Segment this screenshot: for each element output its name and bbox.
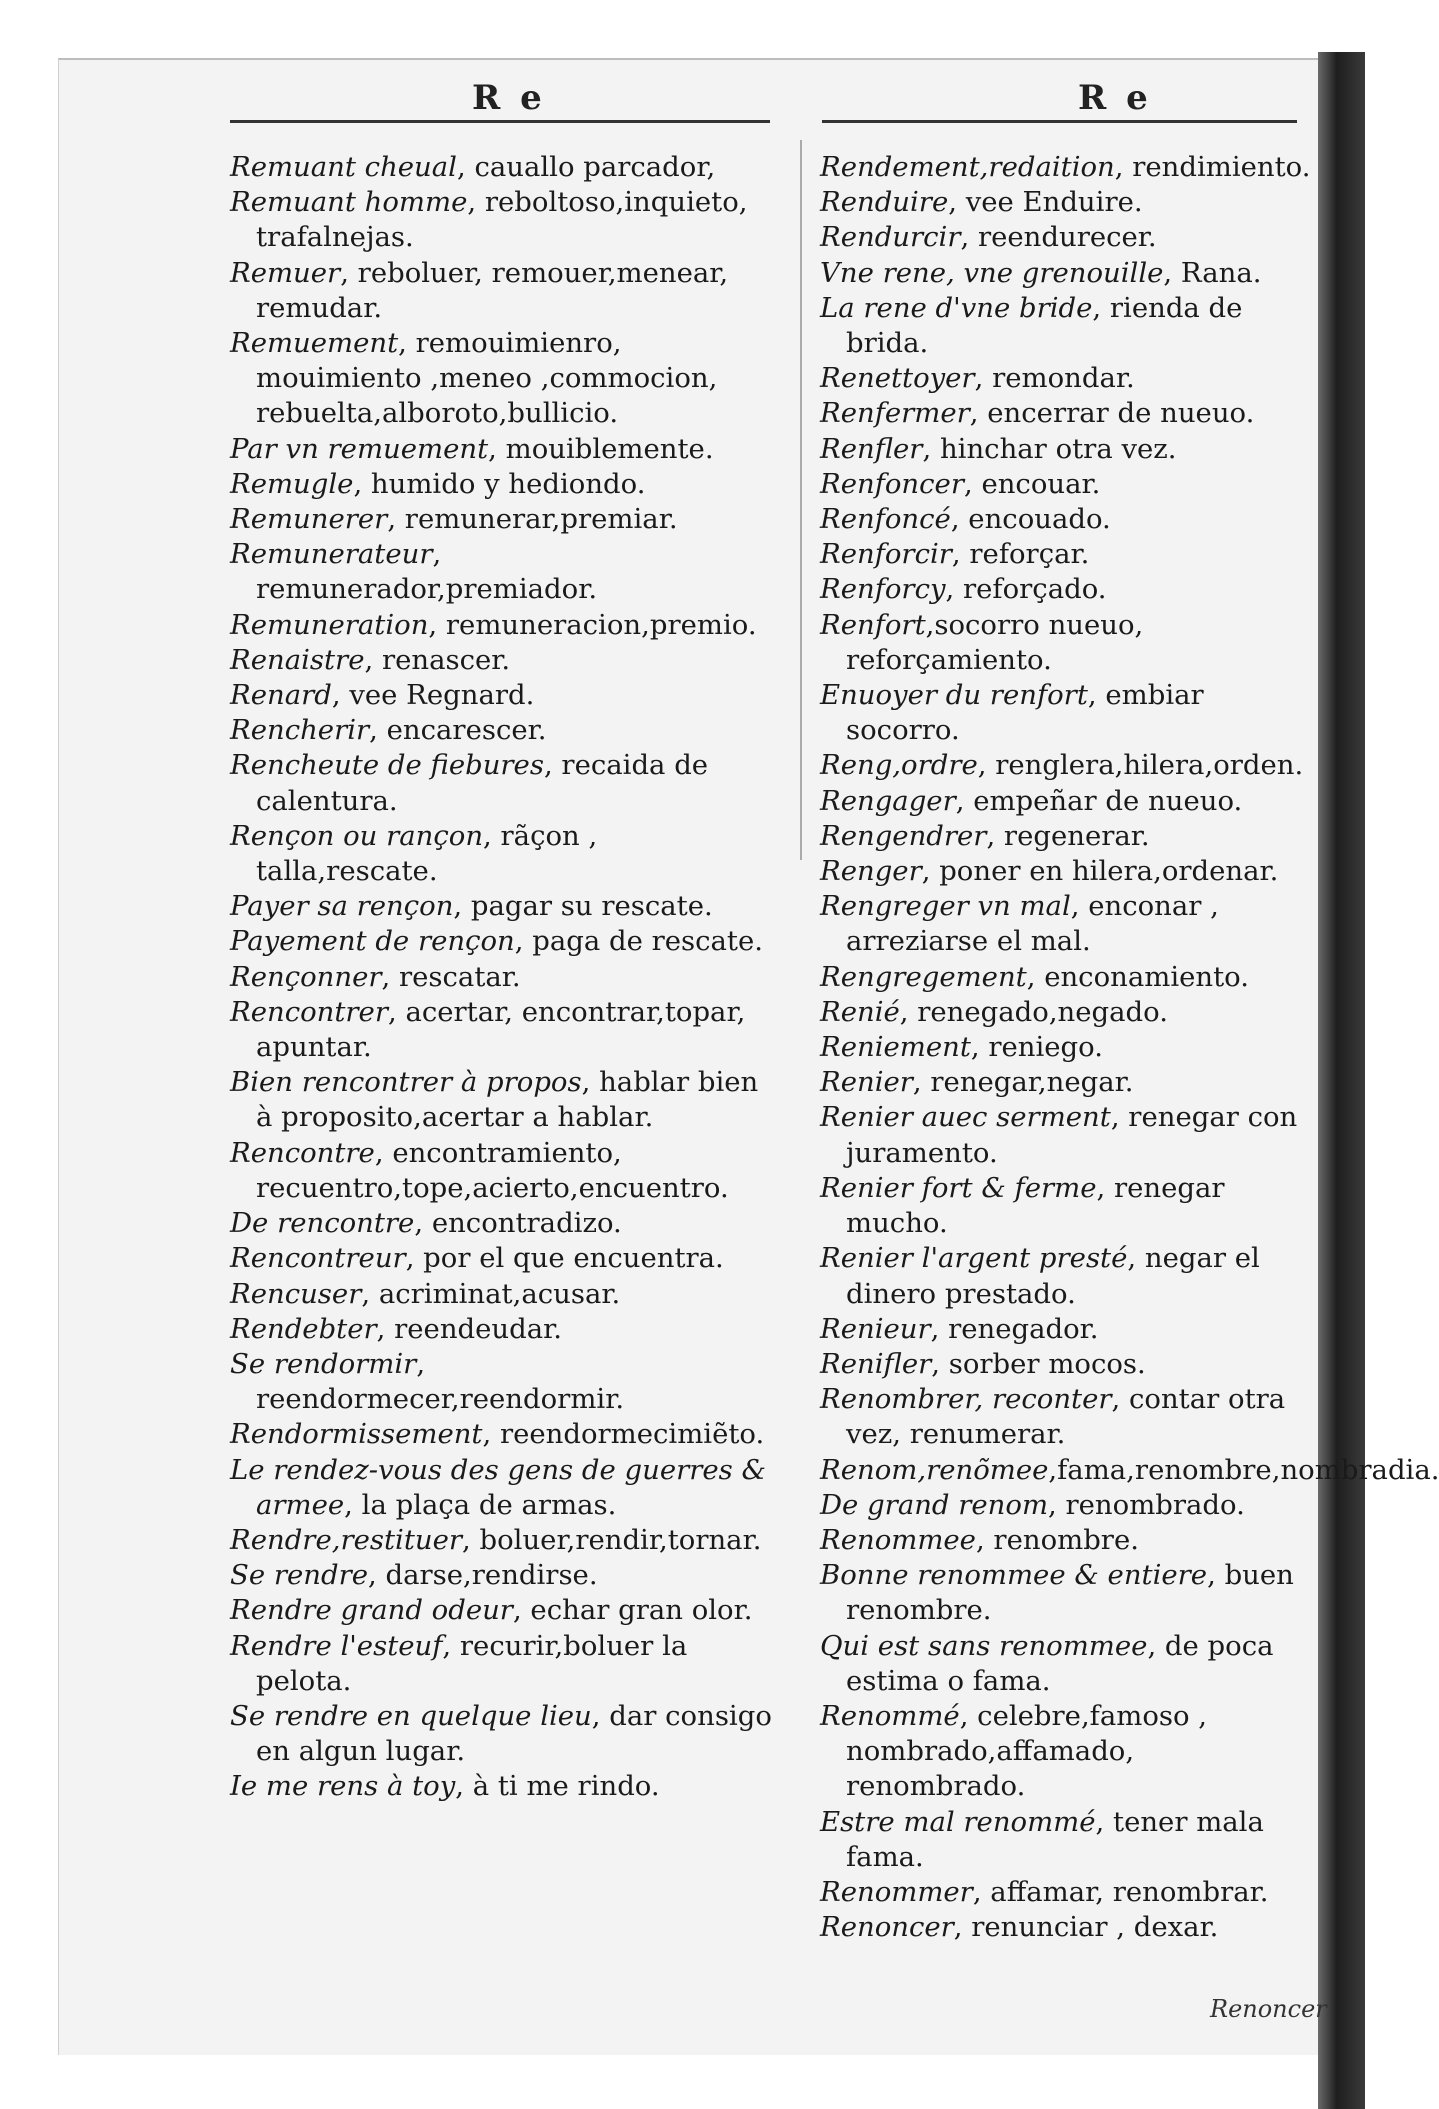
entry-headword: Rendre,restituer [230, 1523, 463, 1556]
dictionary-entry [820, 467, 1312, 502]
entry-headword: Renom,renõmee [820, 1453, 1049, 1486]
entry-translation: , negar el dinero prestado. [846, 1242, 1260, 1310]
dictionary-entry [230, 502, 775, 537]
entry-headword: Se rendre [230, 1559, 369, 1592]
dictionary-entry [820, 1382, 1312, 1452]
entry-translation: , encarescer. [369, 714, 547, 747]
dictionary-entry [820, 748, 1312, 783]
entry-translation: , renegar con juramento. [846, 1101, 1298, 1169]
entry-translation: , empeñar de nueuo. [955, 784, 1243, 817]
entry-headword: Bien rencontrer à propos [230, 1066, 582, 1099]
entry-translation: , reboltoso,inquieto, trafalnejas. [256, 186, 748, 254]
dictionary-entry [820, 889, 1312, 959]
dictionary-entry [230, 1277, 775, 1312]
dictionary-entry [820, 1453, 1439, 1488]
entry-headword: Renifler [820, 1347, 932, 1380]
entry-headword: Qui est sans renommee [820, 1629, 1148, 1662]
entry-headword: Remuant cheual [230, 151, 457, 183]
dictionary-entry [820, 1241, 1312, 1311]
dictionary-entry [820, 361, 1312, 396]
entry-headword: Renforcir [820, 538, 952, 571]
entry-headword: Rendebter [230, 1312, 377, 1345]
entry-translation: , reendurecer. [960, 221, 1157, 254]
page-edge-shadow [1318, 52, 1365, 2109]
dictionary-entry [820, 502, 1312, 537]
entry-headword: Renettoyer [820, 362, 975, 395]
dictionary-entry [230, 256, 775, 326]
entry-headword: Renier fort & ferme [820, 1171, 1097, 1204]
entry-translation: , renascer. [364, 643, 511, 676]
entry-headword: Rengendrer [820, 819, 987, 852]
entry-headword: Renforcy [820, 573, 946, 606]
dictionary-entry [230, 608, 775, 643]
dictionary-entry [230, 960, 775, 995]
entry-translation: , reendeudar. [376, 1312, 562, 1345]
dictionary-entry [230, 819, 775, 889]
dictionary-entry [230, 326, 775, 432]
dictionary-entry [230, 1523, 775, 1558]
entry-headword: La rene d'vne bride [820, 291, 1093, 324]
entry-translation: , renegar mucho. [846, 1171, 1225, 1240]
entry-headword: Rencuser [230, 1277, 362, 1310]
entry-headword: Renier l'argent presté [820, 1242, 1128, 1275]
dictionary-entry [820, 1347, 1312, 1382]
left-column [230, 150, 775, 1805]
entry-translation: , remunerador,premiador. [256, 538, 598, 606]
entry-translation: , boluer,rendir,tornar. [462, 1523, 762, 1556]
entry-translation: , Rana. [1163, 256, 1262, 289]
entry-translation: , pagar su rescate. [453, 890, 713, 923]
entry-translation: , contar otra vez, renumerar. [846, 1383, 1286, 1451]
entry-translation: , darse,rendirse. [368, 1559, 598, 1592]
entry-translation: , paga de rescate. [514, 925, 763, 958]
entry-translation: , tener mala fama. [846, 1805, 1264, 1873]
dictionary-entry [230, 748, 775, 818]
entry-headword: Vne rene, vne grenouille [820, 256, 1164, 289]
entry-headword: Remugle [230, 467, 354, 500]
entry-translation: , buen renombre. [846, 1559, 1294, 1627]
dictionary-entry [230, 1593, 775, 1628]
dictionary-entry [820, 432, 1312, 467]
entry-headword: Renard [230, 679, 332, 712]
entry-translation: , poner en hilera,ordenar. [921, 855, 1279, 888]
entry-translation: , rendimiento. [1114, 151, 1311, 183]
entry-translation: , enconar , arreziarse el mal. [846, 890, 1219, 958]
entry-translation: , humido y hediondo. [353, 467, 646, 500]
entry-headword: Renier [820, 1066, 913, 1099]
dictionary-entry [820, 185, 1312, 220]
entry-translation: , la plaça de armas. [344, 1488, 617, 1521]
entry-headword: Rendurcir [820, 221, 961, 254]
dictionary-entry [820, 1805, 1312, 1875]
entry-translation: , renegador. [930, 1312, 1099, 1345]
entry-translation: , renglera,hilera,orden. [977, 749, 1304, 782]
entry-translation: , acriminat,acusar. [361, 1277, 621, 1310]
dictionary-entry [820, 1699, 1312, 1805]
entry-headword: Renger [820, 855, 922, 888]
entry-translation: , reforçado. [945, 573, 1107, 606]
entry-headword: Rencontreur [230, 1242, 406, 1275]
dictionary-entry [230, 643, 775, 678]
entry-headword: Renommé [820, 1699, 960, 1732]
entry-headword: Ie me rens à toy [230, 1770, 456, 1803]
entry-translation: , reniego. [970, 1031, 1103, 1064]
entry-translation: , celebre,famoso , nombrado,affamado, renombrado. [846, 1699, 1208, 1803]
entry-translation: , reendormecimiẽto. [482, 1418, 765, 1451]
entry-headword: Remuer [230, 256, 341, 289]
dictionary-entry [820, 1523, 1312, 1558]
dictionary-entry [820, 1171, 1312, 1241]
entry-translation: , remondar. [974, 362, 1135, 395]
entry-headword: De rencontre [230, 1207, 415, 1240]
entry-translation: , por el que encuentra. [405, 1242, 724, 1275]
dictionary-entry [820, 819, 1312, 854]
entry-headword: Renfort [820, 608, 926, 641]
dictionary-entry [230, 185, 775, 255]
entry-translation: , reforçar. [951, 538, 1090, 571]
entry-headword: Rençon ou rançon [230, 819, 484, 852]
dictionary-entry [820, 1100, 1312, 1170]
entry-translation: , de poca estima o fama. [846, 1629, 1274, 1697]
entry-translation: , rienda de brida. [846, 291, 1243, 360]
entry-translation: , encontramiento, recuentro,tope,acierto,encuentro. [256, 1136, 729, 1204]
entry-translation: ,socorro nueuo, reforçamiento. [846, 608, 1144, 676]
entry-translation: , regenerar. [986, 819, 1150, 852]
entry-headword: Payer sa rençon [230, 890, 454, 923]
entry-headword: Remunerer [230, 503, 388, 536]
entry-translation: , encerrar de nueuo. [969, 397, 1255, 430]
dictionary-entry [820, 220, 1312, 255]
entry-translation: , affamar, renombrar. [972, 1875, 1269, 1908]
dictionary-entry [820, 150, 1312, 185]
entry-headword: Rengregement [820, 960, 1027, 993]
entry-translation: , remunerar,premiar. [387, 503, 678, 536]
dictionary-entry [820, 1065, 1312, 1100]
entry-translation: , renegar,negar. [912, 1066, 1134, 1099]
dictionary-entry [820, 572, 1312, 607]
entry-headword: Rengager [820, 784, 956, 817]
entry-headword: Renié [820, 995, 900, 1028]
entry-translation: , encontradizo. [414, 1207, 622, 1240]
entry-headword: Estre mal renommé [820, 1805, 1096, 1838]
dictionary-entry [820, 784, 1312, 819]
entry-translation: , hablar bien à proposito,acertar a hablar. [256, 1066, 759, 1134]
dictionary-entry [230, 150, 775, 185]
entry-headword: Bonne renommee & entiere [820, 1559, 1208, 1592]
dictionary-entry [820, 1030, 1312, 1065]
entry-headword: Renombrer, reconter [820, 1383, 1112, 1416]
catchword: Renoncer [1210, 1995, 1327, 2023]
entry-headword: Se rendre en quelque lieu [230, 1699, 592, 1732]
dictionary-entry [820, 995, 1312, 1030]
entry-headword: Rendormissement [230, 1418, 483, 1451]
entry-headword: Renaistre [230, 643, 365, 676]
entry-translation: , renombre. [975, 1523, 1139, 1556]
dictionary-entry [230, 995, 775, 1065]
dictionary-entry [230, 1629, 775, 1699]
dictionary-entry [820, 1312, 1312, 1347]
entry-headword: Rendement,redaition [820, 151, 1115, 183]
entry-translation: , recurir,boluer la pelota. [256, 1629, 688, 1697]
entry-translation: , à ti me rindo. [455, 1770, 660, 1803]
dictionary-entry [230, 1347, 775, 1417]
entry-translation: , remouimienro, mouimiento ,meneo ,commocion, rebuelta,alboroto,bullicio. [256, 327, 718, 430]
entry-headword: Rendre l'esteuf [230, 1629, 443, 1662]
dictionary-entry [820, 1910, 1312, 1945]
dictionary-entry [820, 1488, 1312, 1523]
dictionary-entry [230, 1065, 775, 1135]
entry-headword: Reng,ordre [820, 749, 978, 782]
column-divider [800, 140, 802, 860]
dictionary-entry [230, 1136, 775, 1206]
entry-translation: , embiar socorro. [846, 679, 1204, 747]
dictionary-entry [820, 608, 1312, 678]
dictionary-entry [230, 1453, 775, 1523]
entry-headword: Renduire [820, 186, 949, 219]
head-rule-right [822, 120, 1297, 123]
entry-headword: Rencontrer [230, 995, 388, 1028]
dictionary-entry [820, 396, 1312, 431]
entry-translation: , vee Regnard. [331, 679, 535, 712]
entry-translation: , reendormecer,reendormir. [256, 1347, 625, 1416]
dictionary-entry [230, 537, 775, 607]
dictionary-entry [230, 713, 775, 748]
entry-headword: Le rendez-vous des gens de guerres & armee [230, 1453, 767, 1521]
dictionary-entry [230, 1312, 775, 1347]
entry-headword: Reniement [820, 1031, 971, 1064]
entry-headword: Renfermer [820, 397, 970, 430]
entry-headword: Renier auec serment [820, 1101, 1111, 1134]
entry-translation: , acertar, encontrar,topar, apuntar. [256, 995, 746, 1064]
entry-headword: Remuneration [230, 608, 429, 641]
entry-translation: , mouiblemente. [488, 432, 714, 465]
running-head-right: R e [1078, 78, 1152, 118]
entry-translation: , encouado. [950, 503, 1111, 536]
dictionary-entry [820, 1558, 1312, 1628]
entry-headword: Renfoncer [820, 467, 964, 500]
entry-headword: De grand renom [820, 1488, 1049, 1521]
entry-translation: , renunciar , dexar. [953, 1911, 1219, 1944]
entry-headword: Renieur [820, 1312, 931, 1345]
entry-headword: Remuant homme [230, 186, 468, 219]
dictionary-entry [820, 960, 1312, 995]
dictionary-entry [230, 1241, 775, 1276]
entry-headword: Rengreger vn mal [820, 890, 1071, 923]
entry-headword: Enuoyer du renfort [820, 679, 1088, 712]
dictionary-entry [230, 432, 775, 467]
dictionary-entry [820, 537, 1312, 572]
entry-headword: Renfoncé [820, 503, 951, 536]
dictionary-entry [230, 1417, 775, 1452]
dictionary-entry [820, 854, 1312, 889]
running-head-left: R e [472, 78, 546, 118]
entry-headword: Renfler [820, 432, 923, 465]
entry-translation: , recaida de calentura. [256, 749, 709, 817]
dictionary-entry [230, 924, 775, 959]
dictionary-entry [820, 256, 1312, 291]
dictionary-entry [820, 1629, 1312, 1699]
entry-headword: Par vn remuement [230, 432, 489, 465]
entry-translation: ,fama,renombre,nombradia. [1048, 1453, 1439, 1486]
entry-translation: , hinchar otra vez. [922, 432, 1177, 465]
entry-headword: Renoncer [820, 1911, 954, 1944]
entry-translation: , enconamiento. [1026, 960, 1249, 993]
entry-headword: Remuement [230, 327, 399, 360]
entry-headword: Payement de rençon [230, 925, 515, 958]
entry-translation: , reboluer, remouer,menear, remudar. [256, 256, 729, 324]
entry-translation: , remuneracion,premio. [428, 608, 757, 641]
entry-headword: Rençonner [230, 960, 382, 993]
dictionary-entry [230, 1769, 775, 1804]
right-column [820, 150, 1439, 1945]
entry-headword: Rencheute de fiebures [230, 749, 544, 782]
entry-translation: , cauallo parcador, [456, 151, 716, 183]
entry-translation: , vee Enduire. [948, 186, 1143, 219]
entry-translation: , sorber mocos. [931, 1347, 1146, 1380]
entry-headword: Se rendormir [230, 1347, 417, 1380]
entry-translation: , echar gran olor. [512, 1594, 753, 1627]
dictionary-entry [230, 889, 775, 924]
entry-headword: Renommee [820, 1523, 976, 1556]
dictionary-entry [820, 291, 1312, 361]
dictionary-entry [230, 678, 775, 713]
head-rule-left [230, 120, 770, 123]
entry-headword: Remunerateur [230, 538, 433, 571]
entry-translation: , rescatar. [381, 960, 521, 993]
dictionary-entry [230, 467, 775, 502]
dictionary-entry [230, 1206, 775, 1241]
entry-translation: , encouar. [963, 467, 1101, 500]
entry-translation: , rãçon , talla,rescate. [256, 819, 598, 888]
entry-translation: , renegado,negado. [899, 995, 1168, 1028]
dictionary-entry [230, 1699, 775, 1769]
dictionary-entry [230, 1558, 775, 1593]
dictionary-entry [820, 1875, 1312, 1910]
entry-translation: , dar consigo en algun lugar. [256, 1699, 772, 1768]
entry-headword: Renommer [820, 1875, 973, 1908]
entry-translation: , renombrado. [1048, 1488, 1245, 1521]
entry-headword: Rendre grand odeur [230, 1594, 513, 1627]
entry-headword: Rencherir [230, 714, 370, 747]
dictionary-entry [820, 678, 1312, 748]
entry-headword: Rencontre [230, 1136, 375, 1169]
